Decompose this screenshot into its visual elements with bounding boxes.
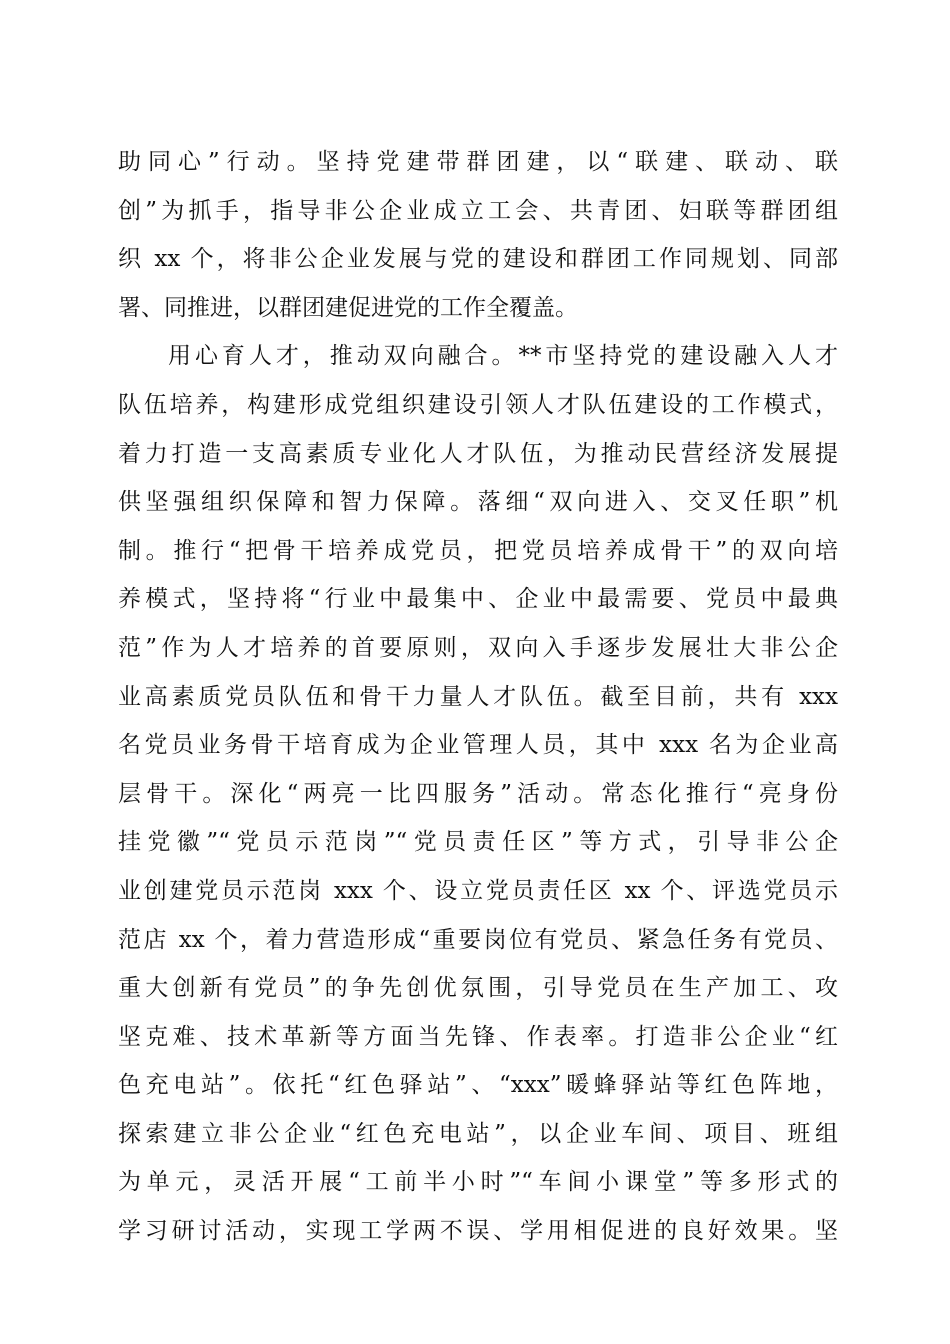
text-line: 制。推行“把骨干培养成党员，把党员培养成骨干”的双向培	[118, 537, 838, 564]
text-line: 范店 xx 个，着力营造形成“重要岗位有党员、紧急任务有党员、	[118, 926, 838, 953]
text-line: 助同心”行动。坚持党建带群团建，以“联建、联动、联	[118, 149, 838, 175]
text-line: 重大创新有党员”的争先创优氛围，引导党员在生产加工、攻	[118, 975, 838, 1002]
text-line: 队伍培养，构建形成党组织建设引领人才队伍建设的工作模式，	[118, 391, 838, 418]
text-line: 供坚强组织保障和智力保障。落细“双向进入、交叉任职”机	[118, 489, 838, 516]
text-line: 层骨干。深化“两亮一比四服务”活动。常态化推行“亮身份	[118, 780, 838, 807]
paragraph-heading-line: 用心育人才，推动双向融合。**市坚持党的建设融入人才	[168, 343, 838, 370]
text-line: 色充电站”。依托“红色驿站”、“xxx”暖蜂驿站等红色阵地，	[118, 1072, 838, 1099]
text-line: 创”为抓手，指导非公企业成立工会、共青团、妇联等群团组	[118, 197, 838, 224]
text-line: 挂党徽”“党员示范岗”“党员责任区”等方式，引导非公企	[118, 829, 838, 856]
text-line: 为单元，灵活开展“工前半小时”“车间小课堂”等多形式的	[118, 1169, 838, 1196]
text-line: 名党员业务骨干培育成为企业管理人员，其中 xxx 名为企业高	[118, 732, 838, 759]
text-line: 学习研讨活动，实现工学两不误、学用相促进的良好效果。坚	[118, 1218, 838, 1245]
text-line: 业创建党员示范岗 xxx 个、设立党员责任区 xx 个、评选党员示	[118, 877, 838, 904]
text-line: 织 xx 个，将非公企业发展与党的建设和群团工作同规划、同部	[118, 246, 838, 273]
text-line: 业高素质党员队伍和骨干力量人才队伍。截至目前，共有 xxx	[118, 683, 838, 710]
text-line: 着力打造一支高素质专业化人才队伍，为推动民营经济发展提	[118, 440, 838, 467]
text-line: 养模式，坚持将“行业中最集中、企业中最需要、党员中最典	[118, 586, 838, 613]
body-text	[118, 138, 838, 1256]
text-line: 探索建立非公企业“红色充电站”，以企业车间、项目、班组	[118, 1120, 838, 1147]
text-line: 坚克难、技术革新等方面当先锋、作表率。打造非公企业“红	[118, 1023, 838, 1050]
text-line: 范”作为人才培养的首要原则，双向入手逐步发展壮大非公企	[118, 634, 838, 661]
text-line: 署、同推进，以群团建促进党的工作全覆盖。	[118, 294, 578, 321]
